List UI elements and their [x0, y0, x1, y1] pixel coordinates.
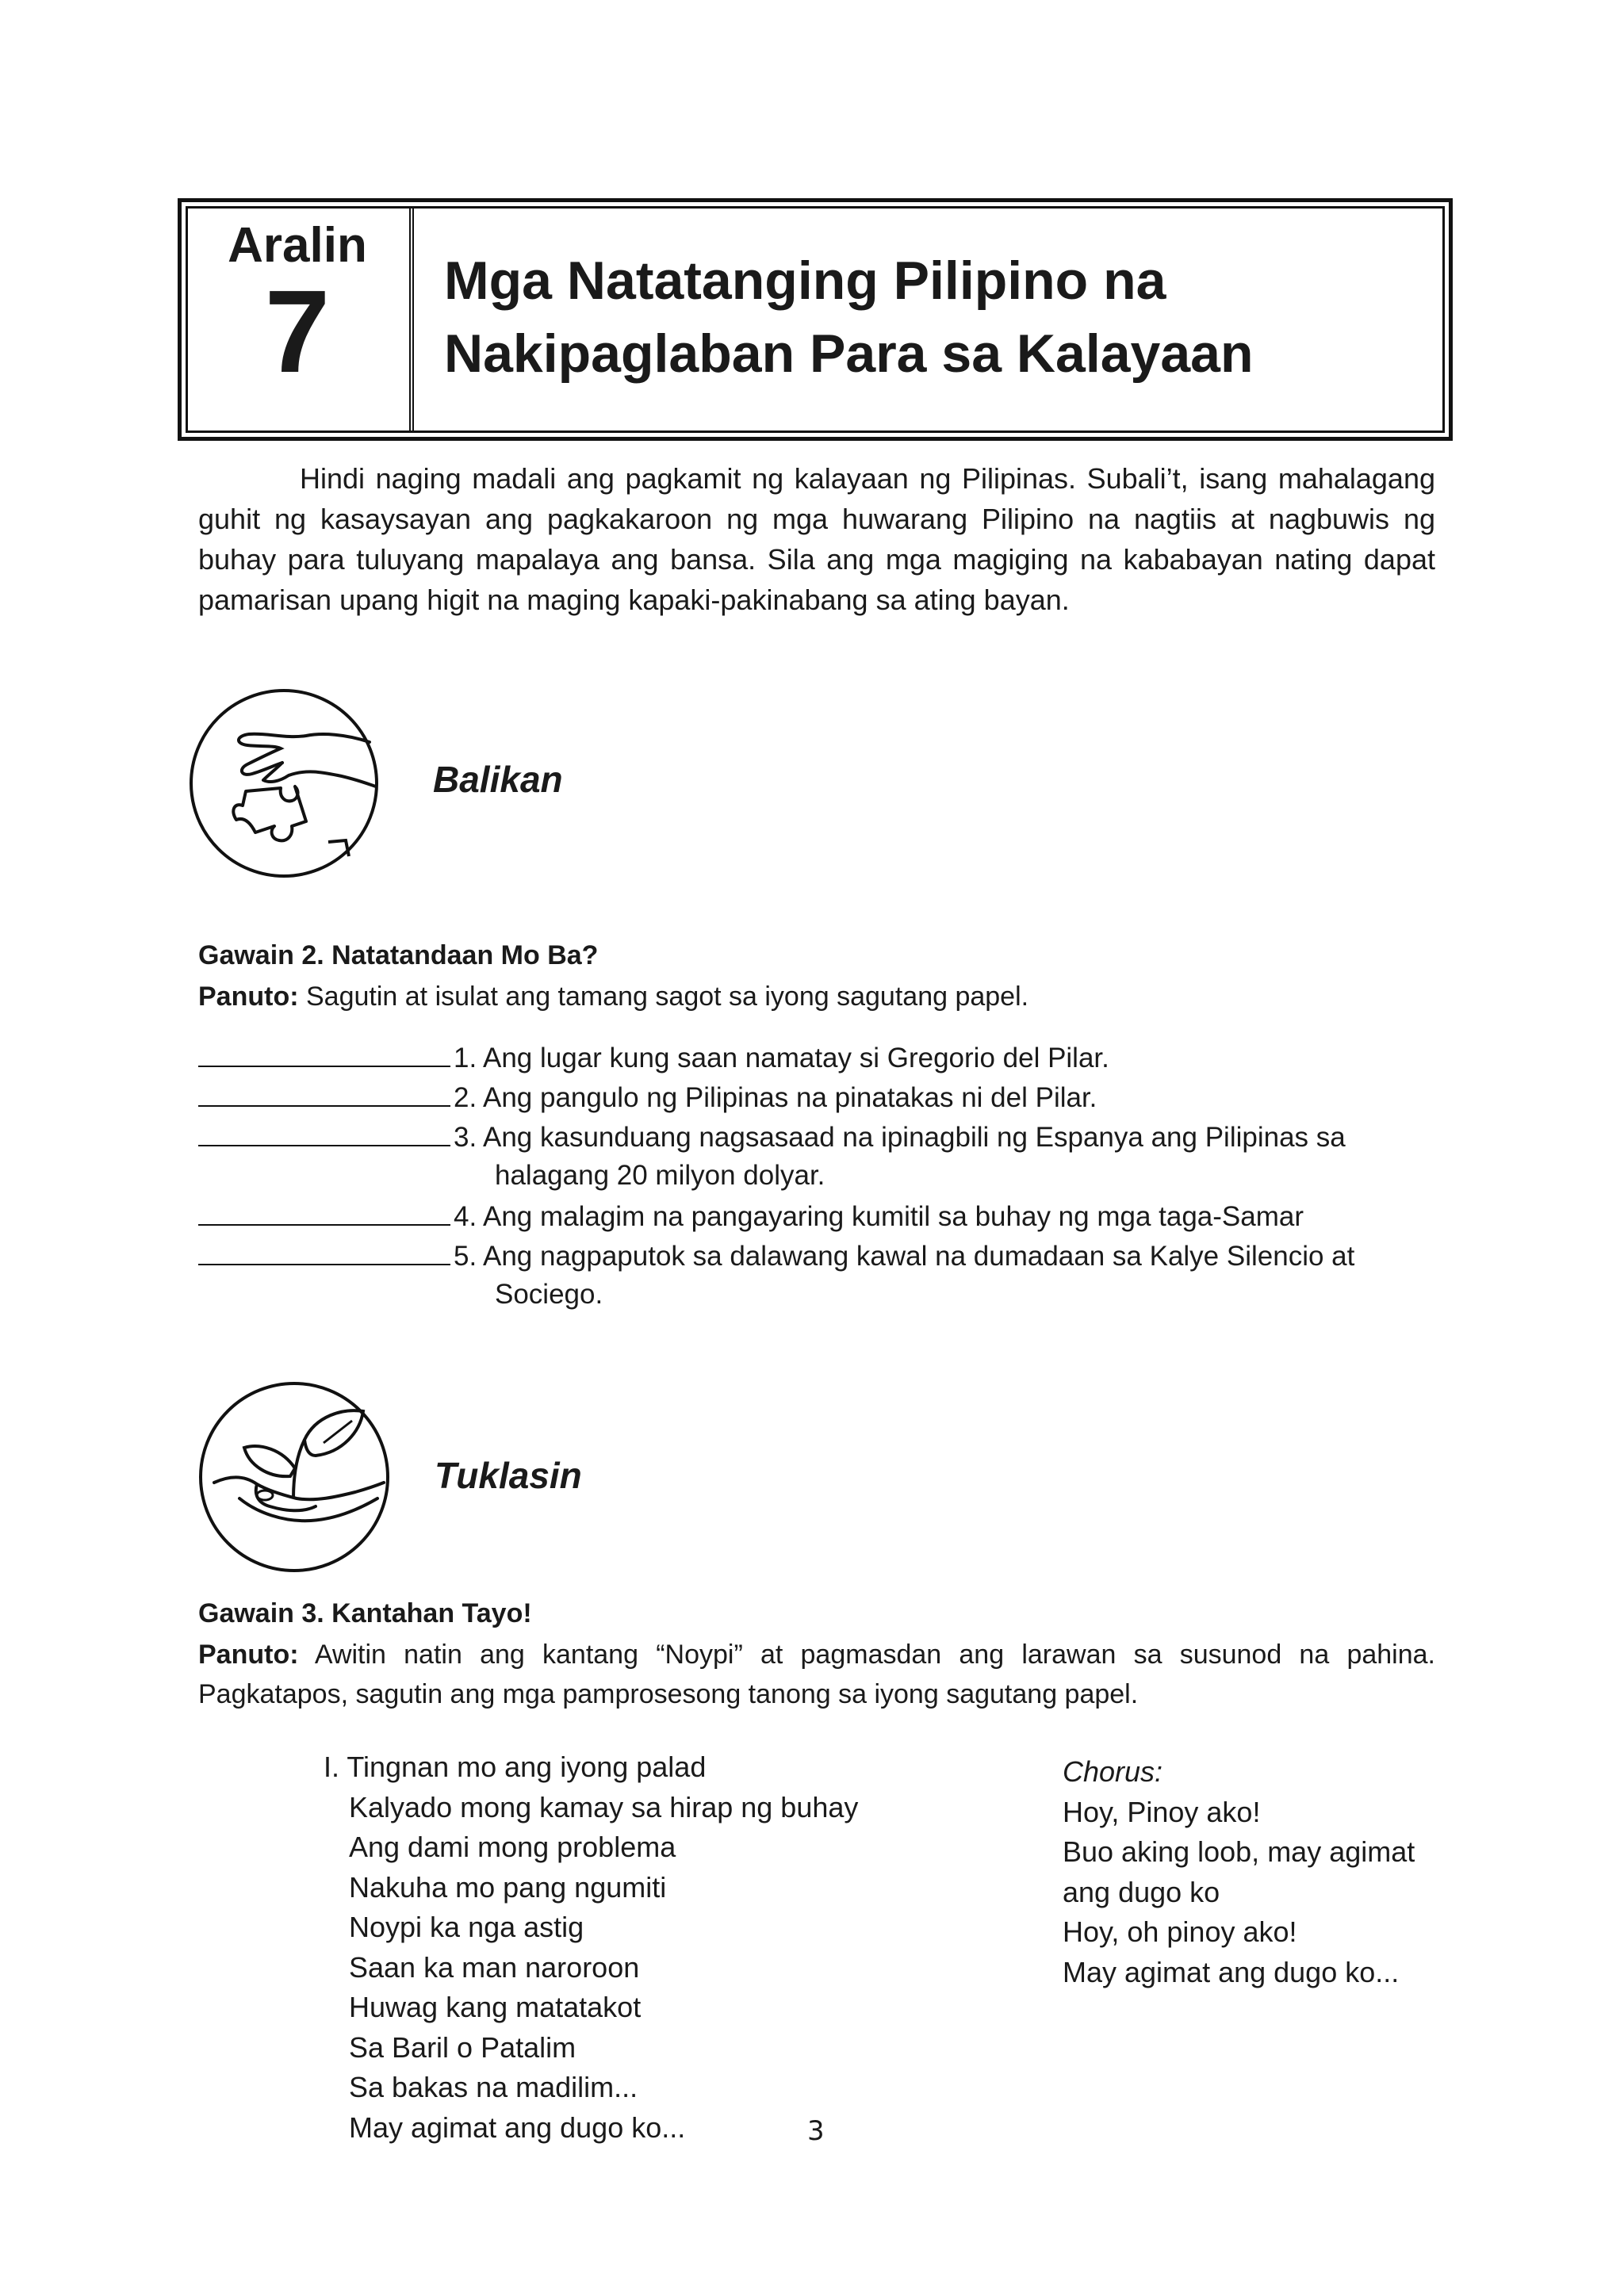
question-row-4	[198, 1196, 1304, 1237]
gawain-3-title: Gawain 3. Kantahan Tayo!	[198, 1598, 532, 1628]
verse-line: Ang dami mong problema	[349, 1831, 676, 1863]
hand-puzzle-icon	[187, 687, 381, 880]
chorus-label: Chorus:	[1063, 1755, 1163, 1788]
page-number: 3	[807, 2115, 825, 2147]
verse-line: Sa Baril o Patalim	[349, 2030, 576, 2064]
verse-line: I. Tingnan mo ang iyong palad	[324, 1751, 707, 1783]
song-chorus	[1063, 1752, 1415, 1992]
verse-line: Noypi ka nga astig	[349, 1911, 584, 1943]
verse-line: May agimat ang dugo ko...	[349, 2110, 686, 2144]
tuklasin-title: Tuklasin	[435, 1455, 582, 1496]
question-text-3-cont: halagang 20 milyon dolyar.	[495, 1160, 825, 1191]
question-row-3	[198, 1116, 1346, 1158]
verse-line: Kalyado mong kamay sa hirap ng buhay	[349, 1790, 859, 1823]
question-text-2: 2. Ang pangulo ng Pilipinas na pinatakas ni del Pilar.	[454, 1082, 1097, 1113]
answer-blank-4[interactable]	[198, 1196, 450, 1226]
question-text-1: 1. Ang lugar kung saan namatay si Gregorio del Pilar.	[454, 1043, 1109, 1073]
question-text-5-cont: Sociego.	[495, 1279, 603, 1310]
gawain-3-instruction	[198, 1635, 1435, 1714]
lesson-number: 7	[264, 266, 331, 397]
balikan-title: Balikan	[433, 759, 563, 800]
chorus-line: May agimat ang dugo ko...	[1063, 1955, 1400, 1988]
chorus-line: Buo aking loob, may agimat	[1063, 1835, 1415, 1868]
chorus-line: ang dugo ko	[1063, 1875, 1220, 1908]
instruction-label-2: Panuto:	[198, 1640, 299, 1670]
question-text-5: 5. Ang nagpaputok sa dalawang kawal na dumadaan sa Kalye Silencio at	[454, 1241, 1355, 1272]
lesson-title-line-1: Mga Natatanging Pilipino na	[444, 251, 1166, 311]
lesson-number-cell	[186, 206, 414, 433]
answer-blank-5[interactable]	[198, 1235, 450, 1265]
gawain-2-instruction	[198, 977, 1435, 1016]
song-verse	[324, 1747, 858, 2148]
verse-line: Huwag kang matatakot	[349, 1991, 642, 2023]
question-row-5	[198, 1235, 1354, 1276]
verse-line: Nakuha mo pang ngumiti	[349, 1870, 667, 1904]
verse-line: Saan ka man naroroon	[349, 1950, 640, 1984]
intro-paragraph: Hindi naging madali ang pagkamit ng kalayaan ng Pilipinas. Subali’t, isang mahalagang guhit ng kasaysayan ang pagkakaroon ng mga huwarang Pilipino na nagtiis at nagbuwis ng buhay para tuluyang mapalaya ang bansa. Sila ang mga magiging na kababayan nating dapat pamarisan upang higit na maging kapaki-pakinabang sa ating bayan.	[198, 462, 1435, 616]
lesson-title-line-2: Nakipaglaban Para sa Kalayaan	[444, 323, 1254, 384]
answer-blank-3[interactable]	[198, 1116, 450, 1146]
lesson-title	[444, 244, 1427, 390]
lesson-word: Aralin	[228, 218, 367, 273]
chorus-line: Hoy, Pinoy ako!	[1063, 1795, 1261, 1828]
question-text-3: 3. Ang kasunduang nagsasaad na ipinagbili ng Espanya ang Pilipinas sa	[454, 1122, 1346, 1153]
instruction-text-2: Awitin natin ang kantang “Noypi” at pagmasdan ang larawan sa susunod na pahina. Pagkatapos, sagutin ang mga pamprosesong tanong sa iyong sagutang papel.	[198, 1640, 1435, 1709]
question-row-1	[198, 1037, 1109, 1078]
answer-blank-2[interactable]	[198, 1077, 450, 1107]
question-text-4: 4. Ang malagim na pangayaring kumitil sa buhay ng mga taga-Samar	[454, 1201, 1304, 1232]
instruction-text: Sagutin at isulat ang tamang sagot sa iyong sagutang papel.	[306, 982, 1029, 1012]
chorus-line: Hoy, oh pinoy ako!	[1063, 1915, 1297, 1948]
hand-plant-icon	[197, 1380, 392, 1575]
verse-line: Sa bakas na madilim...	[349, 2071, 638, 2103]
question-row-2	[198, 1077, 1097, 1118]
instruction-label: Panuto:	[198, 982, 299, 1012]
answer-blank-1[interactable]	[198, 1037, 450, 1067]
gawain-2-title: Gawain 2. Natatandaan Mo Ba?	[198, 940, 599, 970]
